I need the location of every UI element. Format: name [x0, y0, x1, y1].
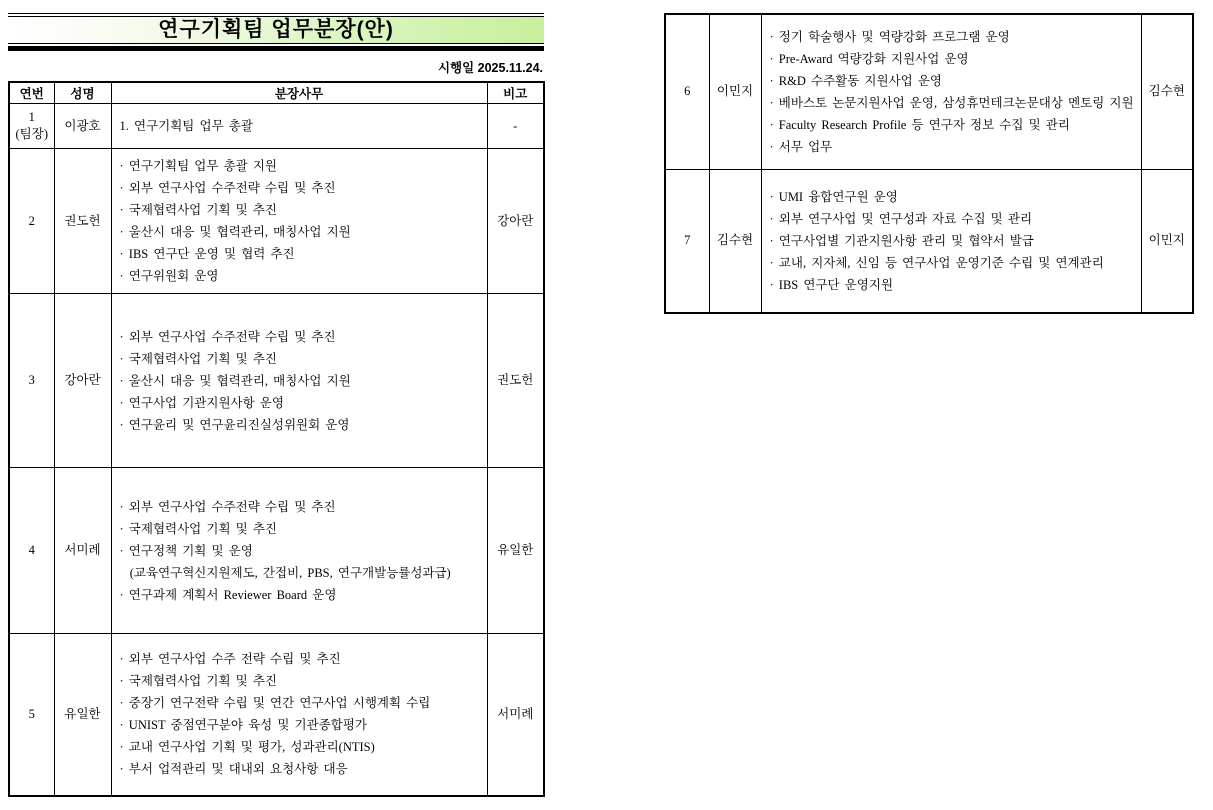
remark-cell: 이민지: [1141, 169, 1193, 313]
duty-line: 1. 연구기획팀 업무 총괄: [119, 119, 253, 133]
duty-line: · 교내, 지자체, 신임 등 연구사업 운영기준 수립 및 연계관리: [769, 255, 1104, 270]
right-column: [664, 13, 1193, 314]
duty-line: · 국제협력사업 기획 및 추진: [119, 351, 277, 366]
duties-cell: [111, 634, 487, 796]
col-header-name: 성명: [54, 82, 111, 104]
duty-line: · 연구윤리 및 연구윤리진실성위원회 운영: [119, 417, 350, 432]
table-row: [9, 468, 544, 634]
assignment-table-right: [664, 13, 1194, 314]
remark-cell: 권도헌: [487, 294, 544, 468]
duty-line: · UNIST 중점연구분야 육성 및 기관종합평가: [119, 718, 367, 733]
table-row: [665, 14, 1193, 169]
row-number-cell: 5: [9, 634, 54, 796]
duty-line: · 외부 연구사업 수주전략 수립 및 추진: [119, 499, 336, 514]
remark-cell: 유일한: [487, 468, 544, 634]
duty-line: · 외부 연구사업 수주 전략 수립 및 추진: [119, 652, 341, 667]
duty-line: · 베바스토 논문지원사업 운영, 삼성휴먼테크논문대상 멘토링 지원: [769, 95, 1134, 110]
table-row: [665, 169, 1193, 313]
duty-line: · 연구위원회 운영: [119, 269, 219, 283]
row-number-cell: 7: [665, 169, 709, 313]
table-row: [9, 634, 544, 796]
duty-line: · 연구사업 기관지원사항 운영: [119, 395, 284, 410]
duties-cell: [111, 468, 487, 634]
effective-date: 시행일 2025.11.24.: [437, 61, 543, 75]
duty-line: · 교내 연구사업 기획 및 평가, 성과관리(NTIS): [119, 740, 375, 755]
col-header-duties: 분장사무: [111, 82, 487, 104]
left-column: [8, 13, 544, 797]
row-number-cell: 6: [665, 14, 709, 169]
duty-line: · 서무 업무: [769, 139, 833, 154]
duty-line: · 정기 학술행사 및 역량강화 프로그램 운영: [769, 29, 1010, 44]
row-number-subtitle: (팀장): [15, 127, 48, 141]
table-row: [9, 104, 544, 149]
duties-cell: [111, 104, 487, 149]
table-row: [9, 149, 544, 294]
duty-line: · 연구사업별 기관지원사항 관리 및 협약서 발급: [769, 233, 1034, 248]
duty-line: · 연구과제 계획서 Reviewer Board 운영: [119, 587, 337, 602]
duty-line: · UMI 융합연구원 운영: [769, 189, 898, 204]
name-cell: 유일한: [54, 634, 111, 796]
duty-line: · 울산시 대응 및 협력관리, 매칭사업 지원: [119, 225, 351, 239]
assignment-table-left: [8, 81, 545, 797]
remark-cell: 강아란: [487, 149, 544, 294]
remark-cell: -: [487, 104, 544, 149]
name-cell: 강아란: [54, 294, 111, 468]
duty-line: · 외부 연구사업 수주전략 수립 및 추진: [119, 329, 336, 344]
duty-line: · 울산시 대응 및 협력관리, 매칭사업 지원: [119, 373, 351, 388]
header-row: [9, 82, 544, 104]
duty-line: · IBS 연구단 운영지원: [769, 277, 894, 292]
duties-cell: [761, 169, 1141, 313]
col-header-no: 연번: [9, 82, 54, 104]
duty-line: (교육연구혁신지원제도, 간접비, PBS, 연구개발능률성과급): [119, 565, 451, 580]
duty-line: · 중장기 연구전략 수립 및 연간 연구사업 시행계획 수립: [119, 696, 431, 711]
document-title: 연구기획팀 업무분장(안): [8, 16, 544, 44]
duties-cell: [111, 294, 487, 468]
name-cell: 이민지: [709, 14, 761, 169]
duties-cell: [111, 149, 487, 294]
duty-line: · 외부 연구사업 수주전략 수립 및 추진: [119, 181, 336, 195]
row-number-cell: 4: [9, 468, 54, 634]
remark-cell: 서미례: [487, 634, 544, 796]
duty-line: · 국제협력사업 기획 및 추진: [119, 674, 277, 689]
title-banner: [8, 13, 544, 51]
remark-cell: 김수현: [1141, 14, 1193, 169]
duty-line: · Faculty Research Profile 등 연구자 정보 수집 및 관리: [769, 117, 1070, 132]
duty-line: · 외부 연구사업 및 연구성과 자료 수집 및 관리: [769, 211, 1033, 226]
row-number-cell: 3: [9, 294, 54, 468]
name-cell: 이광호: [54, 104, 111, 149]
duty-line: · R&D 수주활동 지원사업 운영: [769, 73, 943, 88]
duty-line: · 국제협력사업 기획 및 추진: [119, 203, 277, 217]
name-cell: 김수현: [709, 169, 761, 313]
duty-line: · Pre-Award 역량강화 지원사업 운영: [769, 51, 969, 66]
duties-cell: [761, 14, 1141, 169]
name-cell: 서미례: [54, 468, 111, 634]
duty-line: · IBS 연구단 운영 및 협력 추진: [119, 247, 295, 261]
duty-line: · 연구기획팀 업무 총괄 지원: [119, 159, 277, 173]
duty-line: · 부서 업적관리 및 대내외 요청사항 대응: [119, 762, 348, 777]
col-header-remark: 비고: [487, 82, 544, 104]
name-cell: 권도헌: [54, 149, 111, 294]
duty-line: · 국제협력사업 기획 및 추진: [119, 521, 277, 536]
row-number-cell: 1 (팀장): [9, 104, 54, 149]
duty-line: · 연구정책 기획 및 운영: [119, 543, 253, 558]
table-row: [9, 294, 544, 468]
row-number-cell: 2: [9, 149, 54, 294]
